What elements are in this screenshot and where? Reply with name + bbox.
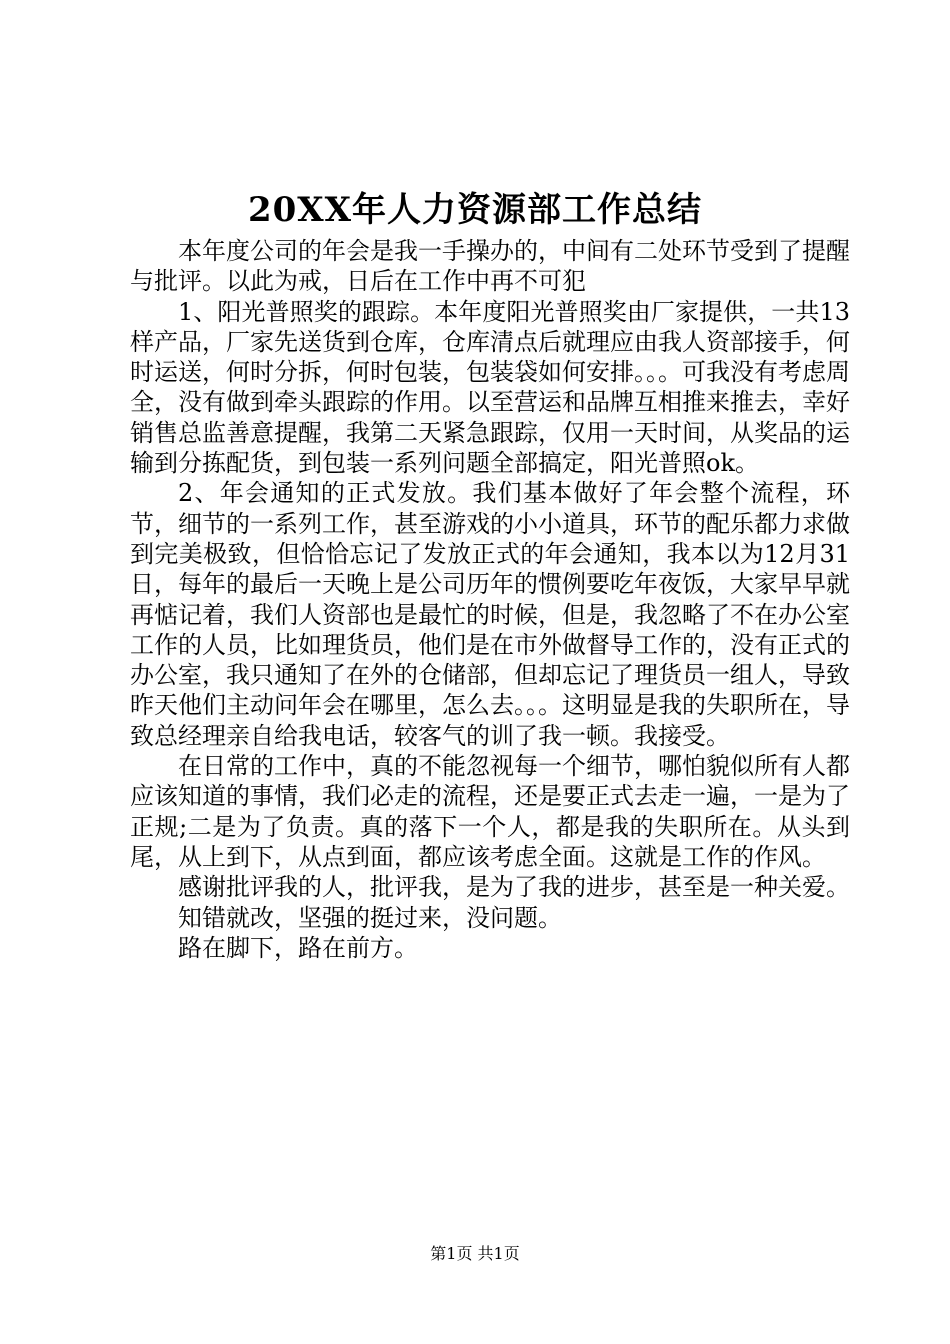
paragraph-daily-work: 在日常的工作中，真的不能忽视每一个细节，哪怕貌似所有人都应该知道的事情，我们必走的流程，还是要正式去走一遍，一是为了正规;二是为了负责。真的落下一个人，都是我的失职所在。从头到尾，从上到下，从点到面，都应该考虑全面。这就是工作的作风。 [130,752,850,871]
paragraph-road-ahead: 路在脚下，路在前方。 [178,933,418,962]
paragraph-correct-mistakes: 知错就改，坚强的挺过来，没问题。 [178,903,562,932]
page-number-footer: 第1页 共1页 [430,1244,520,1263]
paragraph-sunshine-award: 1、阳光普照奖的跟踪。本年度阳光普照奖由厂家提供，一共13样产品，厂家先送货到仓库，仓库清点后就理应由我人资部接手，何时运送，何时分拆，何时包装，包装袋如何安排。。。可我没有考虑周全，没有做到牵头跟踪的作用。以至营运和品牌互相推来推去，幸好销售总监善意提醒，我第二天紧急跟踪，仅用一天时间，从奖品的运输到分拣配货，到包装一系列问题全部搞定，阳光普照ok。 [130,297,850,478]
paragraph-annual-notice: 2、年会通知的正式发放。我们基本做好了年会整个流程，环节，细节的一系列工作，甚至游戏的小小道具，环节的配乐都力求做到完美极致，但恰恰忘记了发放正式的年会通知，我本以为12月31日，每年的最后一天晚上是公司历年的惯例要吃年夜饭，大家早早就再惦记着，我们人资部也是最忙的时候，但是，我忽略了不在办公室工作的人员，比如理货员，他们是在市外做督导工作的，没有正式的办公室，我只通知了在外的仓储部，但却忘记了理货员一组人，导致昨天他们主动问年会在哪里，怎么去。。。这明显是我的失职所在，导致总经理亲自给我电话，较客气的训了我一顿。我接受。 [130,479,850,750]
paragraph-intro: 本年度公司的年会是我一手操办的，中间有二处环节受到了提醒与批评。以此为戒，日后在工作中再不可犯 [130,237,850,296]
document-body [130,236,850,963]
document-title: 20XX年人力资源部工作总结 [247,190,703,230]
paragraph-thanks: 感谢批评我的人，批评我，是为了我的进步，甚至是一种关爱。 [178,873,850,902]
